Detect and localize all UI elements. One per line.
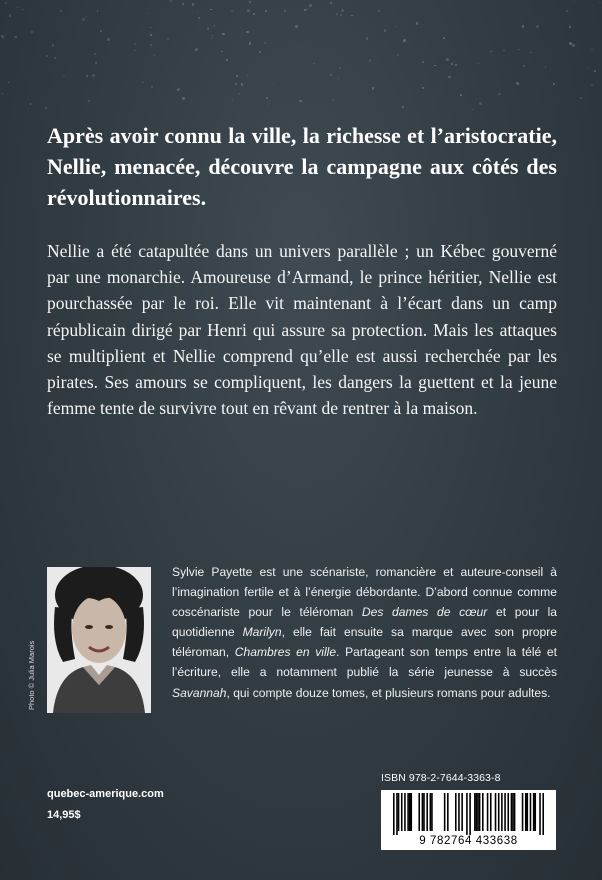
background-speck <box>599 2 601 4</box>
background-speck <box>569 42 572 45</box>
background-speck <box>195 48 198 51</box>
background-speck <box>82 18 85 21</box>
background-speck <box>313 63 314 64</box>
background-speck <box>446 58 449 61</box>
background-speck <box>253 13 255 15</box>
barcode-bar <box>461 793 463 831</box>
background-speck <box>22 9 23 10</box>
barcode-bar <box>430 793 432 831</box>
bio-text: Sylvie Payette est une scénariste, romancière et auteure-conseil à l’imagination fertile et à l’énergie débordante. D’abord connue comme coscénariste pour le téléroman <box>172 565 557 620</box>
barcode-bar <box>423 793 425 831</box>
background-speck <box>422 61 424 63</box>
barcode-bar <box>512 793 514 831</box>
background-speck <box>443 37 445 39</box>
background-speck <box>45 107 47 109</box>
background-speck <box>591 84 594 87</box>
background-speck <box>378 10 380 12</box>
background-speck <box>402 106 404 108</box>
background-speck <box>86 75 88 77</box>
bio-text: , elle fait ensuite sa marque avec son propre téléroman, <box>172 625 558 660</box>
background-speck <box>226 59 228 61</box>
author-photo <box>47 567 151 713</box>
background-speck <box>100 30 101 31</box>
background-speck <box>403 39 406 42</box>
barcode-bar <box>447 793 449 831</box>
bio-title-des-dames: Des dames de cœur <box>361 605 488 620</box>
background-speck <box>572 44 575 47</box>
background-speck <box>594 70 596 72</box>
background-speck <box>498 93 500 95</box>
barcode-bar <box>511 793 513 831</box>
background-speck <box>330 2 332 4</box>
background-speck <box>522 25 524 27</box>
background-speck <box>478 63 479 64</box>
background-speck <box>30 103 31 104</box>
barcode-bar <box>542 793 544 835</box>
barcode-bar <box>466 793 468 835</box>
background-speck <box>231 10 233 12</box>
background-speck <box>198 17 200 19</box>
background-speck <box>95 62 97 64</box>
background-speck <box>31 31 33 33</box>
barcode-bar <box>527 793 529 831</box>
background-speck <box>134 50 135 51</box>
background-speck <box>284 10 286 12</box>
bio-title-chambres: Chambres en ville <box>234 645 337 660</box>
barcode-bar <box>507 793 509 831</box>
background-speck <box>267 105 268 106</box>
background-speck <box>384 29 386 31</box>
background-speck <box>247 75 248 76</box>
barcode-bar <box>410 793 412 831</box>
bio-text: et pour la quotidienne <box>172 605 557 640</box>
background-speck <box>317 35 318 36</box>
background-speck <box>351 15 353 17</box>
barcode-bar <box>426 793 428 831</box>
background-speck <box>54 57 56 59</box>
background-speck <box>338 78 339 79</box>
background-speck <box>566 10 568 12</box>
background-speck <box>259 51 261 53</box>
background-speck <box>518 49 520 51</box>
background-speck <box>516 82 519 85</box>
barcode-bar <box>482 793 484 831</box>
background-speck <box>107 38 110 41</box>
background-speck <box>134 43 136 45</box>
barcode-bar <box>476 793 478 831</box>
background-speck <box>182 3 183 4</box>
background-speck <box>63 76 65 78</box>
background-speck <box>211 38 212 39</box>
background-speck <box>536 25 539 28</box>
background-speck <box>150 44 152 46</box>
barcode-bar <box>530 793 532 831</box>
background-speck <box>265 10 267 12</box>
background-speck <box>479 102 482 105</box>
background-speck <box>150 27 152 29</box>
barcode-bar <box>422 793 424 831</box>
background-speck <box>476 99 477 100</box>
barcode-bar <box>479 793 481 831</box>
barcode-bar <box>444 793 446 831</box>
background-speck <box>167 38 169 40</box>
background-speck <box>490 51 492 53</box>
background-speck <box>92 74 94 76</box>
background-speck <box>553 83 555 85</box>
background-speck <box>397 54 399 56</box>
background-speck <box>545 66 547 68</box>
barcode-digits: 9 782764 433638 <box>419 835 518 847</box>
barcode-bar <box>522 793 524 831</box>
background-speck <box>221 51 222 52</box>
background-speck <box>340 14 342 16</box>
barcode-bar <box>490 793 492 831</box>
background-speck <box>197 11 198 12</box>
background-speck <box>222 33 224 35</box>
background-speck <box>247 9 250 12</box>
background-speck <box>207 27 210 30</box>
background-speck <box>272 83 273 84</box>
tagline: Après avoir connu la ville, la richesse et l’aristocratie, Nellie, menacée, découvre la campagne aux côtés des révolutionnaires. <box>47 123 557 210</box>
background-speck <box>366 37 369 40</box>
background-speck <box>332 99 334 101</box>
background-speck <box>150 34 152 36</box>
background-speck <box>309 4 312 7</box>
background-speck <box>299 100 301 102</box>
background-speck <box>266 97 268 99</box>
barcode-bar <box>534 793 536 831</box>
background-speck <box>97 10 98 11</box>
background-speck <box>448 76 451 79</box>
background-speck <box>530 52 531 53</box>
barcode-bar <box>469 793 471 835</box>
barcode-bar <box>525 793 527 831</box>
barcode-bar <box>495 793 497 831</box>
publisher-website[interactable]: quebec-amerique.com <box>47 788 164 800</box>
price: 14,95$ <box>47 809 81 821</box>
background-speck <box>94 53 96 55</box>
background-speck <box>587 68 588 69</box>
background-speck <box>416 22 419 25</box>
background-speck <box>88 100 90 102</box>
background-speck <box>330 74 332 76</box>
background-speck <box>170 0 172 2</box>
author-bio <box>172 562 557 703</box>
background-speck <box>574 1 576 3</box>
background-speck <box>369 59 372 62</box>
background-speck <box>569 26 570 27</box>
background-speck <box>142 82 144 84</box>
barcode-bar <box>539 793 541 835</box>
background-speck <box>455 64 457 66</box>
background-speck <box>213 25 214 26</box>
barcode-bar <box>487 793 489 831</box>
background-speck <box>1 35 4 38</box>
barcode-bar <box>455 793 457 831</box>
background-speck <box>52 44 54 46</box>
barcode-bar <box>404 793 406 831</box>
background-speck <box>192 3 194 5</box>
barcode-bar <box>409 793 411 831</box>
background-speck <box>292 50 293 51</box>
background-speck <box>5 2 7 4</box>
background-speck <box>372 87 375 90</box>
background-speck <box>395 26 396 27</box>
background-speck <box>9 14 11 16</box>
background-speck <box>295 25 297 27</box>
barcode-bar <box>504 793 506 831</box>
background-speck <box>249 42 252 45</box>
bio-title-marilyn: Marilyn <box>242 625 282 640</box>
background-speck <box>246 31 248 33</box>
barcode-bars <box>391 793 546 835</box>
barcode-bar <box>498 793 500 831</box>
barcode-bar <box>474 793 476 831</box>
background-speck <box>437 94 438 95</box>
bio-text: . Partageant son temps entre la télé et l’écriture, elle a notamment publié la série jeunesse à succès <box>172 645 557 680</box>
background-speck <box>339 67 340 68</box>
barcode-bar <box>393 793 395 835</box>
background-speck <box>264 42 266 44</box>
background-speck <box>241 83 243 85</box>
background-speck <box>238 93 240 95</box>
barcode-bar <box>418 793 420 831</box>
background-speck <box>86 16 87 17</box>
barcode-bar <box>533 793 535 831</box>
background-speck <box>8 82 9 83</box>
background-speck <box>232 100 234 102</box>
background-speck <box>236 75 237 76</box>
background-speck <box>434 65 435 66</box>
background-speck <box>503 50 505 52</box>
background-speck <box>151 86 153 88</box>
background-speck <box>210 9 212 11</box>
barcode-bar <box>396 793 398 835</box>
background-speck <box>147 13 148 14</box>
background-speck <box>14 36 16 38</box>
background-speck <box>529 9 530 10</box>
barcode-bar <box>401 793 403 831</box>
background-speck <box>212 35 214 37</box>
bio-text: , qui compte douze tomes, et plusieurs romans pour adultes. <box>226 685 551 700</box>
background-speck <box>422 87 424 89</box>
isbn: ISBN 978-2-7644-3363-8 <box>381 772 501 784</box>
background-speck <box>154 55 155 56</box>
background-speck <box>523 65 525 67</box>
barcode-bar <box>407 793 409 831</box>
background-speck <box>93 78 94 79</box>
background-speck <box>46 55 48 57</box>
background-speck <box>591 49 592 50</box>
background-speck <box>60 10 62 12</box>
barcode <box>381 790 556 850</box>
bio-title-savannah: Savannah <box>172 685 227 700</box>
barcode-bar <box>477 793 479 831</box>
background-speck <box>235 83 237 85</box>
background-speck <box>249 1 251 3</box>
background-speck <box>306 9 308 11</box>
barcode-bar <box>458 793 460 831</box>
background-speck <box>451 63 454 66</box>
background-speck <box>182 97 185 100</box>
barcode-bar <box>514 793 516 831</box>
background-speck <box>341 9 344 12</box>
background-speck <box>186 68 187 69</box>
barcode-bar <box>398 793 400 831</box>
background-speck <box>298 46 299 47</box>
barcode-bar <box>501 793 503 831</box>
background-speck <box>336 13 338 15</box>
background-speck <box>17 7 19 9</box>
barcode-bar <box>431 793 433 831</box>
background-speck <box>472 109 473 110</box>
background-speck <box>580 97 582 99</box>
background-speck <box>2 93 3 94</box>
photo-credit: Photo © Julia Marois <box>27 640 36 710</box>
synopsis: Nellie a été catapultée dans un univers parallèle ; un Kébec gouverné par une monarchie. Amoureuse d’Armand, le prince héritier, Nellie est pourchassée par le roi. Elle vit maintenant à l’écart dans un camp républicain dirigé par Henri qui assure sa protection. Mais les attaques se multiplient et Nellie comprend qu’elle est aussi recherchée par les pirates. Ses amours se compliquent, les dangers la guettent et la jeune femme tente de survivre tout en rêvant de rentrer à la maison. <box>47 241 557 419</box>
background-speck <box>460 94 462 96</box>
background-speck <box>421 84 423 86</box>
